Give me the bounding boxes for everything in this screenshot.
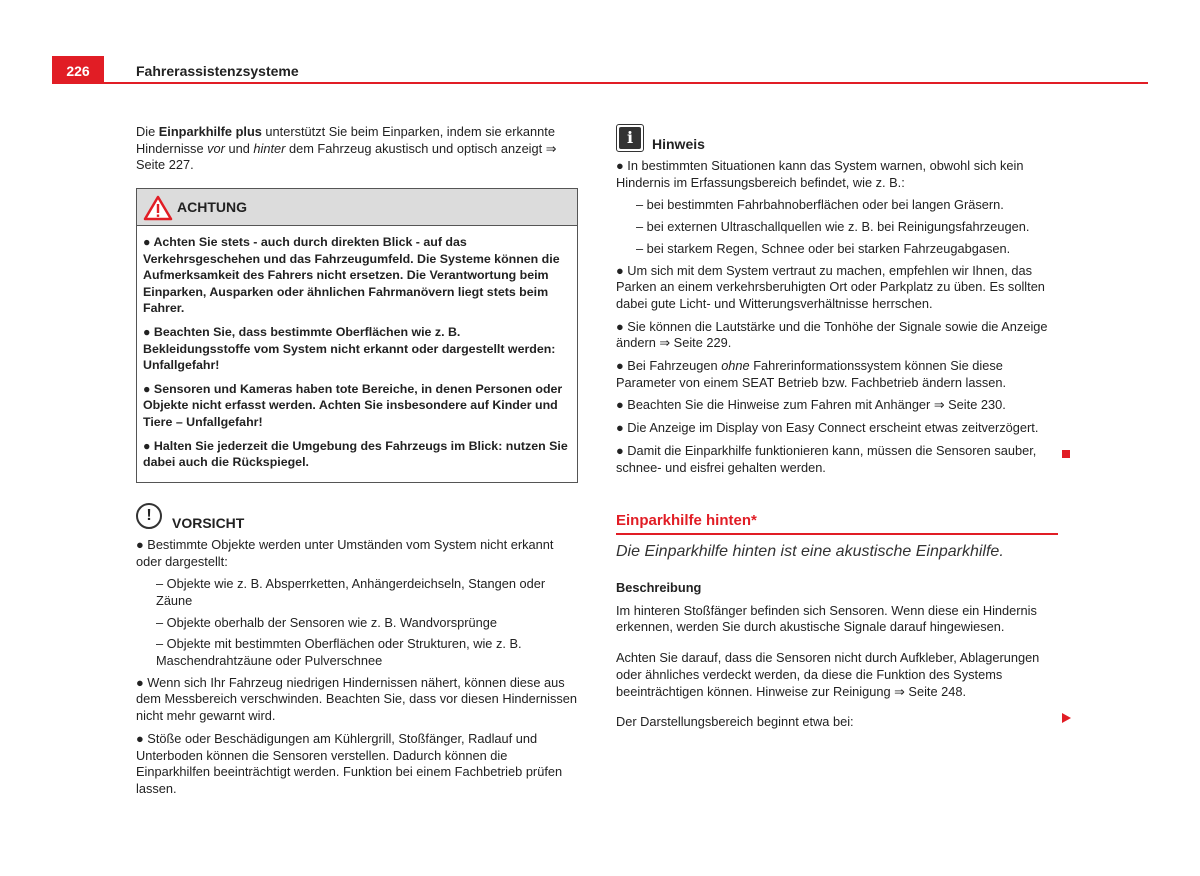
warning-box (136, 188, 578, 483)
warning-body (137, 226, 577, 482)
chapter-title: Fahrerassistenzsysteme (136, 63, 299, 79)
caution-bullet: ● Wenn sich Ihr Fahrzeug niedrigen Hindernissen nähert, können diese aus dem Messbereich verschwinden. Beachten Sie, dass vor diesen Hindernissen nicht mehr gewarnt wird. (136, 674, 578, 724)
hint-bullet: ● In bestimmten Situationen kann das System warnen, obwohl sich kein Hindernis im Erfassungsbereich befindet, wie z. B.: (616, 158, 1024, 190)
hint-bullet: ● Um sich mit dem System vertraut zu machen, empfehlen wir Ihnen, das Parken an einem verkehrsberuhigten Ort oder Parkplatz zu üben. Es sollten dabei gute Licht- und Witterungsverhältnisse herrschen. (616, 262, 1045, 311)
header-rule (104, 82, 1148, 84)
hint-dash-item: – bei externen Ultraschallquellen wie z. B. bei Reinigungsfahrzeugen. (636, 219, 1030, 235)
description-heading: Beschreibung (616, 580, 702, 595)
warning-item: ● Sensoren und Kameras haben tote Bereiche, in denen Personen oder Objekte nicht erfasst werden. Achten Sie insbesondere auf Kinder und Tiere – Unfallgefahr! (143, 381, 563, 430)
section-body (616, 580, 1058, 745)
hint-dash-item: – bei bestimmten Fahrbahnoberflächen oder bei langen Gräsern. (636, 197, 1004, 213)
hint-bullet: ● Damit die Einparkhilfe funktionieren kann, müssen die Sensoren sauber, schnee- und eisfrei gehalten werden. (616, 442, 1037, 475)
warning-title: ACHTUNG (177, 199, 247, 216)
hint-bullet: ● Sie können die Lautstärke und die Tonhöhe der Signale sowie die Anzeige ändern ⇒ Seite 229. (616, 318, 1048, 351)
page-header (52, 56, 1148, 84)
section-title: Einparkhilfe hinten* (616, 512, 1058, 535)
body-paragraph: Der Darstellungsbereich beginnt etwa bei: (616, 714, 854, 730)
warning-header (137, 189, 577, 226)
warning-item: ● Achten Sie stets - auch durch direkten Blick - auf das Verkehrsgeschehen und das Fahrzeugumfeld. Die Systeme können die Aufmerksamkeit des Fahrers nicht ersetzen. Die Verantwortung beim Einparken, Ausparken oder ähnlichen Fahrmanövern liegt stets beim Fahrer. (143, 235, 560, 316)
hint-dash-item: – bei starkem Regen, Schnee oder bei starken Fahrzeugabgasen. (636, 240, 1011, 256)
hint-title: Hinweis (652, 136, 705, 152)
exclamation-circle-icon: ! (136, 503, 162, 529)
continue-arrow-icon (1062, 713, 1071, 723)
warning-item: ● Beachten Sie, dass bestimmte Oberflächen wie z. B. Bekleidungsstoffe vom System nicht erkannt oder dargestellt werden: Unfallgefahr! (143, 325, 556, 373)
right-column (616, 124, 1058, 482)
caution-title: VORSICHT (172, 514, 245, 531)
warning-item: ● Halten Sie jederzeit die Umgebung des Fahrzeugs im Blick: nutzen Sie dabei auch die Rückspiegel. (143, 438, 568, 470)
end-square-icon (1062, 450, 1070, 458)
section-subtitle: Die Einparkhilfe hinten ist eine akustische Einparkhilfe. (616, 543, 1004, 560)
body-paragraph: Im hinteren Stoßfänger befinden sich Sensoren. Wenn diese ein Hindernis erkennen, werden Sie durch akustische Signale darauf hingewiesen. (616, 602, 1037, 635)
caution-dash-item: – Objekte oberhalb der Sensoren wie z. B. Wandvorsprünge (156, 614, 497, 630)
page-number: 226 (52, 56, 104, 84)
caution-header (136, 503, 578, 537)
body-paragraph: Achten Sie darauf, dass die Sensoren nicht durch Aufkleber, Ablagerungen oder ähnliches verdeckt werden, da diese die Funktion des Systems beeinträchtigen können. Hinweise zur Reinigung ⇒ Seite 248. (616, 650, 1040, 699)
hint-bullet: ● Die Anzeige im Display von Easy Connect erscheint etwas zeitverzögert. (616, 420, 1039, 436)
hint-bullet: ● Beachten Sie die Hinweise zum Fahren mit Anhänger ⇒ Seite 230. (616, 397, 1006, 413)
caution-bullet: ● Stöße oder Beschädigungen am Kühlergrill, Stoßfänger, Radlauf und Unterboden können die Sensoren verstellen. Dadurch können die Einparkhilfen beeinträchtigt werden. Funktion bei einem Fachbetrieb prüfen lassen. (136, 730, 563, 796)
caution-dash-item: – Objekte wie z. B. Absperrketten, Anhängerdeichseln, Stangen oder Zäune (156, 576, 546, 608)
intro-paragraph: Die Einparkhilfe plus unterstützt Sie beim Einparken, indem sie erkannte Hindernisse vor und hinter dem Fahrzeug akustisch und optisch anzeigt ⇒ Seite 227. (136, 124, 557, 173)
hint-bullet: ● Bei Fahrzeugen ohne Fahrerinformationssystem können Sie diese Parameter von einem SEAT Betrieb bzw. Fachbetrieb ändern lassen. (616, 358, 1007, 390)
caution-dash-item: – Objekte mit bestimmten Oberflächen oder Strukturen, wie z. B. Maschendrahtzäune oder Pulverschnee (156, 636, 522, 669)
hint-header (616, 124, 1058, 154)
info-icon: i (616, 124, 644, 152)
left-column (136, 124, 578, 804)
warning-triangle-icon (143, 195, 173, 221)
caution-bullet: ● Bestimmte Objekte werden unter Umständen vom System nicht erkannt oder dargestellt: (136, 536, 554, 569)
